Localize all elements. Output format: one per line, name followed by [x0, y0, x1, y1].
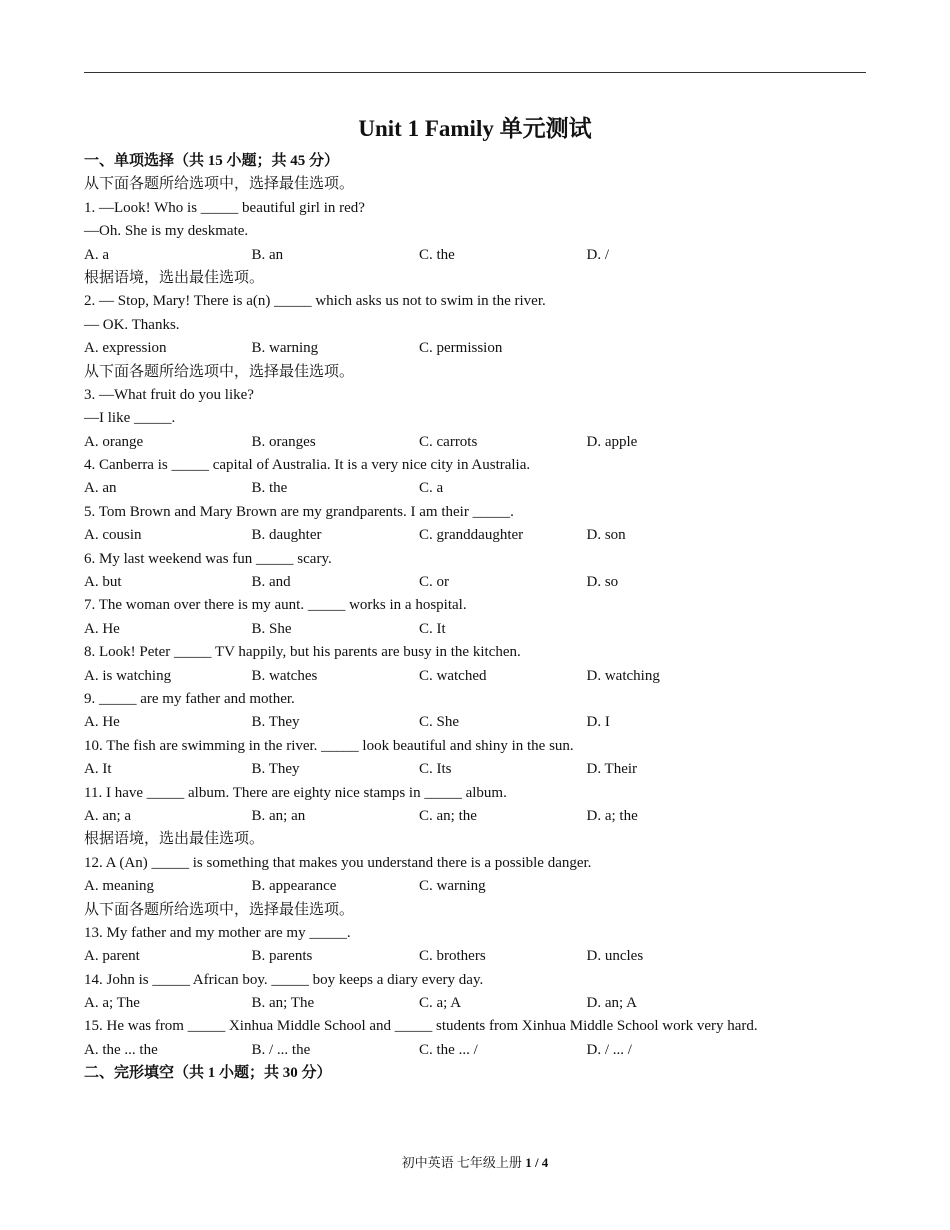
question-4-stem: 4. Canberra is _____ capital of Australia. It is a very nice city in Australia.: [84, 457, 531, 474]
question-13-options: [84, 945, 884, 968]
question-2-options: [84, 337, 884, 360]
option-b: B. the: [251, 480, 288, 497]
option-b: B. watches: [251, 667, 318, 684]
question-1-reply: —Oh. She is my deskmate.: [84, 223, 249, 240]
instruction: 根据语境，选出最佳选项。: [84, 831, 265, 848]
option-c: C. She: [419, 714, 460, 731]
option-c: C. carrots: [419, 433, 478, 450]
question-15-stem: 15. He was from _____ Xinhua Middle School and _____ students from Xinhua Middle School work very hard.: [84, 1018, 758, 1035]
question-1-stem: 1. —Look! Who is _____ beautiful girl in red?: [84, 199, 365, 216]
option-a: A. He: [84, 714, 120, 731]
instruction: 从下面各题所给选项中，选择最佳选项。: [84, 363, 355, 380]
option-a: A. He: [84, 620, 120, 637]
option-a: A. an; a: [84, 807, 132, 824]
question-14-stem: 14. John is _____ African boy. _____ boy keeps a diary every day.: [84, 971, 484, 988]
option-c: C. the: [419, 246, 455, 263]
question-1-options: [84, 244, 884, 267]
question-8-stem: 8. Look! Peter _____ TV happily, but his parents are busy in the kitchen.: [84, 644, 521, 661]
instruction: 从下面各题所给选项中，选择最佳选项。: [84, 176, 355, 193]
option-c: C. granddaughter: [419, 527, 524, 544]
option-b: B. / ... the: [251, 1041, 311, 1058]
question-14-options: [84, 992, 884, 1015]
question-8-options: [84, 665, 884, 688]
instruction: 根据语境，选出最佳选项。: [84, 269, 265, 286]
page-title: Unit 1 Family 单元测试: [358, 116, 592, 141]
option-b: B. daughter: [251, 527, 322, 544]
option-b: B. appearance: [251, 878, 337, 895]
option-b: B. an; an: [251, 807, 306, 824]
option-a: A. expression: [84, 340, 167, 357]
question-7-stem: 7. The woman over there is my aunt. _____ works in a hospital.: [84, 597, 467, 614]
option-d: D. a; the: [586, 807, 638, 824]
question-list: [84, 150, 884, 1086]
section-heading-cloze: 二、完形填空（共 1 小题；共 30 分）: [84, 1065, 332, 1082]
question-13-stem: 13. My father and my mother are my _____.: [84, 924, 351, 941]
section-heading-single-choice: 一、单项选择（共 15 小题；共 45 分）: [84, 153, 340, 169]
option-c: C. the ... /: [419, 1041, 478, 1058]
question-6-options: [84, 571, 884, 594]
question-3-reply: —I like _____.: [84, 410, 176, 427]
question-4-options: [84, 477, 884, 500]
option-c: C. watched: [419, 667, 487, 684]
option-b: B. an: [251, 246, 284, 263]
option-d: D. so: [586, 574, 619, 591]
option-c: C. It: [419, 620, 446, 637]
option-c: C. permission: [419, 340, 503, 357]
option-a: A. a: [84, 246, 109, 263]
question-10-options: [84, 758, 884, 781]
option-a: A. an: [84, 480, 117, 497]
question-6-stem: 6. My last weekend was fun _____ scary.: [84, 550, 332, 567]
footer-page-number: 1 / 4: [525, 1155, 549, 1170]
option-b: B. They: [251, 761, 300, 778]
option-c: C. a; A: [419, 995, 462, 1012]
option-b: B. They: [251, 714, 300, 731]
option-a: A. is watching: [84, 667, 172, 684]
question-9-options: [84, 711, 884, 734]
question-7-options: [84, 618, 884, 641]
question-11-stem: 11. I have _____ album. There are eighty nice stamps in _____ album.: [84, 784, 507, 801]
question-15-options: [84, 1039, 884, 1062]
option-a: A. parent: [84, 948, 140, 965]
option-b: B. parents: [251, 948, 313, 965]
question-12-stem: 12. A (An) _____ is something that makes you understand there is a possible danger.: [84, 854, 592, 871]
option-a: A. meaning: [84, 878, 154, 895]
option-c: C. an; the: [419, 807, 477, 824]
header-rule: [84, 72, 866, 73]
question-5-stem: 5. Tom Brown and Mary Brown are my grandparents. I am their _____.: [84, 503, 514, 520]
option-d: D. son: [586, 527, 626, 544]
option-c: C. Its: [419, 761, 452, 778]
option-c: C. or: [419, 574, 449, 591]
instruction: 从下面各题所给选项中，选择最佳选项。: [84, 901, 355, 918]
question-3-stem: 3. —What fruit do you like?: [84, 386, 254, 403]
option-c: C. warning: [419, 878, 486, 895]
question-11-options: [84, 805, 884, 828]
option-d: D. I: [586, 714, 610, 731]
option-a: A. cousin: [84, 527, 142, 544]
question-2-reply: — OK. Thanks.: [84, 316, 180, 333]
footer-subject: 初中英语 七年级上册: [401, 1155, 522, 1170]
option-c: C. brothers: [419, 948, 486, 965]
question-12-options: [84, 875, 884, 898]
option-d: D. watching: [586, 667, 660, 684]
option-d: D. an; A: [586, 995, 637, 1012]
option-a: A. the ... the: [84, 1041, 158, 1058]
option-b: B. and: [251, 574, 291, 591]
option-a: A. orange: [84, 433, 144, 450]
option-d: D. uncles: [586, 948, 644, 965]
option-b: B. oranges: [251, 433, 316, 450]
option-d: D. /: [586, 246, 609, 263]
option-d: D. / ... /: [586, 1041, 632, 1058]
option-a: A. a; The: [84, 995, 140, 1012]
option-d: D. apple: [586, 433, 638, 450]
option-b: B. warning: [251, 340, 319, 357]
question-5-options: [84, 524, 884, 547]
page-footer: [0, 1154, 950, 1172]
option-b: B. an; The: [251, 995, 315, 1012]
option-a: A. but: [84, 574, 122, 591]
option-d: D. Their: [586, 761, 638, 778]
option-b: B. She: [251, 620, 292, 637]
option-a: A. It: [84, 761, 112, 778]
question-3-options: [84, 431, 884, 454]
question-9-stem: 9. _____ are my father and mother.: [84, 690, 295, 707]
question-2-stem: 2. — Stop, Mary! There is a(n) _____ which asks us not to swim in the river.: [84, 293, 546, 310]
option-c: C. a: [419, 480, 444, 497]
question-10-stem: 10. The fish are swimming in the river. _____ look beautiful and shiny in the sun.: [84, 737, 574, 754]
